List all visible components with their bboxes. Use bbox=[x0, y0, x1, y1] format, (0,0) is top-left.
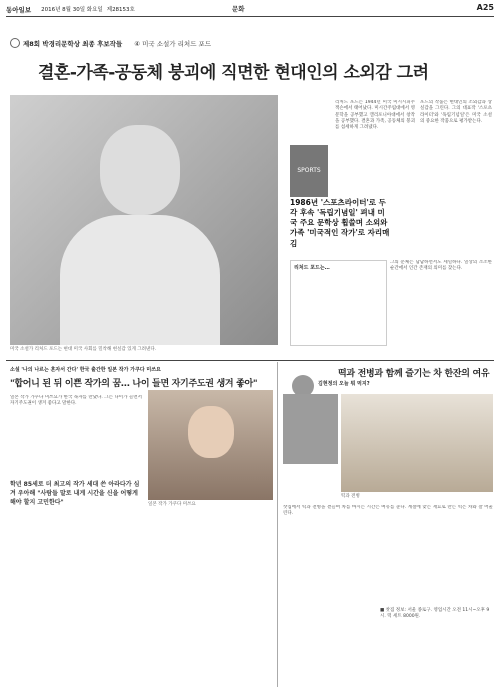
paper-logo: 동아일보 bbox=[6, 5, 32, 14]
body-column-2: 포드의 작품은 현대인의 소외감과 상실감을 그린다. 그의 대표작 '스포츠라이터'와 '독립기념일'은 미국 소설의 중요한 작품으로 평가받는다. bbox=[420, 100, 492, 124]
left-headline: "합어니 된 뒤 이쁜 작가의 꿈… 나이 들면 자기주도권 생겨 좋아" bbox=[10, 379, 258, 389]
profile-box bbox=[290, 260, 387, 346]
left-body: 일본 작가 가쿠다 미쓰요가 한국 독자를 만났다. 그는 나이가 들면서 자기주도권이 생겨 좋다고 말한다. bbox=[10, 395, 142, 407]
masthead bbox=[6, 2, 494, 17]
body-column-3: 그의 문체는 담담하면서도 세밀하다. 일상의 소소한 순간에서 인간 존재의 의미를 찾는다. bbox=[390, 260, 492, 272]
column-name: 김현정의 오늘 뭐 먹지? bbox=[318, 381, 370, 387]
author-photo bbox=[10, 95, 278, 345]
writer-caption: 일본 작가 가쿠다 미쓰요 bbox=[148, 502, 196, 507]
author-face bbox=[100, 125, 180, 215]
series-badge: 제8회 박경리문학상 최종 후보작들 bbox=[23, 39, 123, 48]
body-column-1: 리처드 포드는 1944년 미국 미시시피주 잭슨에서 태어났다. 미시간주립대에서 영문학을 공부했고 캘리포니아대에서 창작을 공부했다. 결혼과 가족, 공동체의 붕괴를 섬세하게 그려냈다. bbox=[335, 100, 415, 131]
subhead: 1986년 '스포츠라이터'로 두각 후속 '독립기념일' 펴내 미국 주요 문학상 휩쓸며 소외와 가족 '미국적인 작가'로 자리매김 bbox=[290, 198, 390, 248]
edition: 제28153호 bbox=[106, 7, 135, 13]
food-photo bbox=[341, 394, 493, 492]
book-cover: SPORTS bbox=[290, 145, 328, 197]
series-item: ④ 미국 소설가 리처드 포드 bbox=[134, 39, 212, 48]
author-body bbox=[60, 215, 220, 345]
pull-quote: 학년 85세로 더 최고의 작가 세대 쓴 아라다가 심겨 우아해 "사람들 말로 내게 시간을 신을 어떻게 해야 할지 고민한다" bbox=[10, 481, 140, 506]
section-divider bbox=[6, 360, 494, 361]
photo-caption: 미국 소설가 리처드 포드는 현대 미국 사회를 밀착해 현실감 있게 그려낸다. bbox=[10, 347, 157, 352]
date: 2016년 8월 30일 화요일 bbox=[41, 7, 103, 13]
series-kicker bbox=[10, 38, 211, 48]
series-badge-icon bbox=[10, 38, 20, 48]
food-caption: 떡과 전병 bbox=[341, 494, 360, 499]
shop-info: ■ 찻집 정보: 서울 종로구. 영업시간 오전 11시~오후 9시. 떡 세트 8000원. bbox=[380, 608, 490, 620]
right-headline: 떡과 전병과 함께 즐기는 차 한잔의 여유 bbox=[338, 369, 490, 379]
writer-face bbox=[188, 406, 234, 458]
column-divider bbox=[277, 362, 278, 687]
cafe-photo bbox=[283, 394, 338, 464]
writer-photo bbox=[148, 390, 273, 500]
page-number: A25 bbox=[476, 3, 494, 12]
left-kicker: 소설 '나의 나르는 혼자서 간다' 한국 출간한 일본 작가 가쿠다 미쓰요 bbox=[10, 367, 161, 373]
main-headline: 결혼-가족-공동체 붕괴에 직면한 현대인의 소외감 그려 bbox=[38, 63, 429, 83]
profile-label: 리처드 포드는… bbox=[294, 265, 330, 271]
section-title: 문화 bbox=[232, 5, 245, 13]
right-body: 찻집에서 떡과 전병을 곁들여 차를 마시는 시간은 여유를 준다. 계절에 맞는 재료로 만든 떡은 차와 잘 어울린다. bbox=[283, 505, 493, 517]
